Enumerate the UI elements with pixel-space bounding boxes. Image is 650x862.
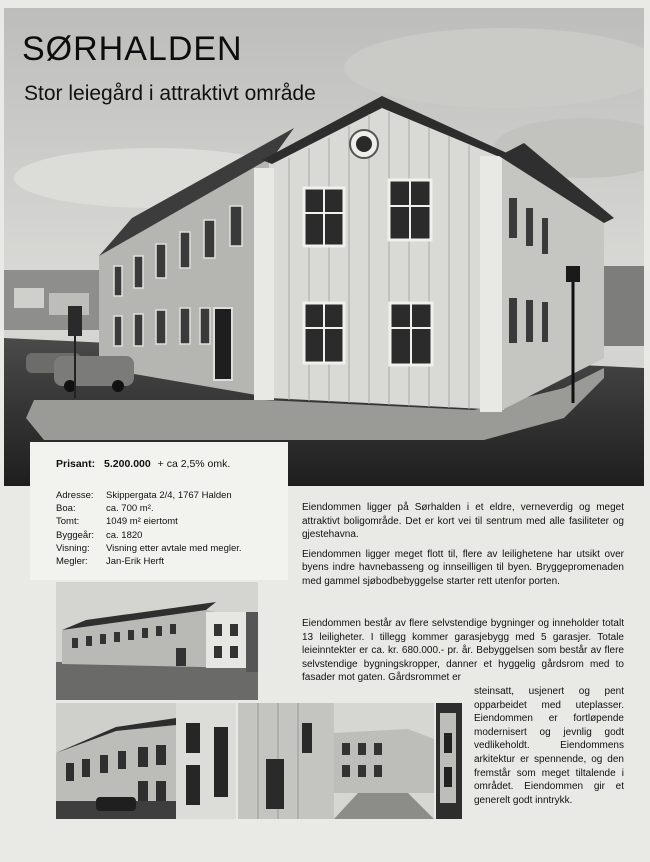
fact-row bbox=[56, 529, 242, 542]
fact-value: 1049 m² eiertomt bbox=[106, 516, 178, 528]
paragraph-courtyard: steinsatt, usjenert og pent opparbeidet med uteplasser. Eiendommen er fortløpende modernisert og jevnlig godt vedlikeholdt. Eiendommens arkitektur er spennende, og den fremstår som meget tiltalende i området. Eiendommen gir et generelt godt inntrykk. bbox=[474, 686, 624, 806]
fact-key: Visning: bbox=[56, 542, 90, 554]
fact-value: ca. 700 m². bbox=[106, 503, 154, 515]
hero-photo bbox=[4, 8, 644, 486]
fact-key: Tomt: bbox=[56, 516, 80, 528]
fact-key: Byggeår: bbox=[56, 529, 95, 541]
body-text-top bbox=[302, 501, 624, 595]
fact-value: Jan-Erik Herft bbox=[106, 556, 165, 568]
paragraph-location: Eiendommen ligger på Sørhalden i et eldre, verneverdig og meget attraktivt boligområde. Det er kort vei til sentrum med alle fasiliteter og gjestehavna. bbox=[302, 502, 624, 541]
price-value: 5.200.000 bbox=[104, 458, 151, 470]
fact-value: Skippergata 2/4, 1767 Halden bbox=[106, 490, 232, 501]
fact-row bbox=[56, 502, 242, 515]
price-label: Prisant: bbox=[56, 458, 96, 470]
photo-street-corner bbox=[56, 703, 236, 819]
facts-list bbox=[56, 489, 242, 568]
photo-courtyard-street bbox=[238, 703, 434, 819]
paragraph-buildings: Eiendommen består av flere selvstendige bygninger og inneholder totalt 13 leiligheter. I tillegg kommer garasjebygg med 5 garasjer. Totale leieinntekter er ca. kr. 680.000.- pr. år. Bebyggelsen som består av flere selvstendige bygningskropper, danner et hyggelig gårdsrom med to fasader mot gaten. Gårdsrommet er bbox=[302, 618, 624, 684]
page-title: SØRHALDEN bbox=[22, 30, 243, 68]
fact-key: Boa: bbox=[56, 503, 76, 515]
body-text-buildings bbox=[302, 617, 624, 685]
fact-row bbox=[56, 555, 242, 568]
price-row bbox=[56, 458, 230, 470]
price-extra: + ca 2,5% omk. bbox=[157, 458, 231, 470]
body-text-wrapped bbox=[474, 685, 624, 807]
fact-row bbox=[56, 515, 242, 528]
fact-row bbox=[56, 542, 242, 555]
photo-facade-detail bbox=[436, 703, 462, 819]
paragraph-view: Eiendommen ligger meget flott til, flere av leilighetene har utsikt over byens indre havnebasseng og innseilligen til byen. Bryggepromenaden med gammel sjøbodbebyggelse starter rett utenfor porten. bbox=[302, 548, 624, 587]
fact-key: Megler: bbox=[56, 556, 88, 568]
page-subtitle: Stor leiegård i attraktivt område bbox=[24, 82, 316, 105]
fact-value: ca. 1820 bbox=[106, 529, 143, 541]
fact-row bbox=[56, 489, 242, 502]
fact-key: Adresse: bbox=[56, 490, 94, 501]
fact-value: Visning etter avtale med megler. bbox=[106, 542, 242, 554]
photo-building-side bbox=[56, 582, 258, 700]
